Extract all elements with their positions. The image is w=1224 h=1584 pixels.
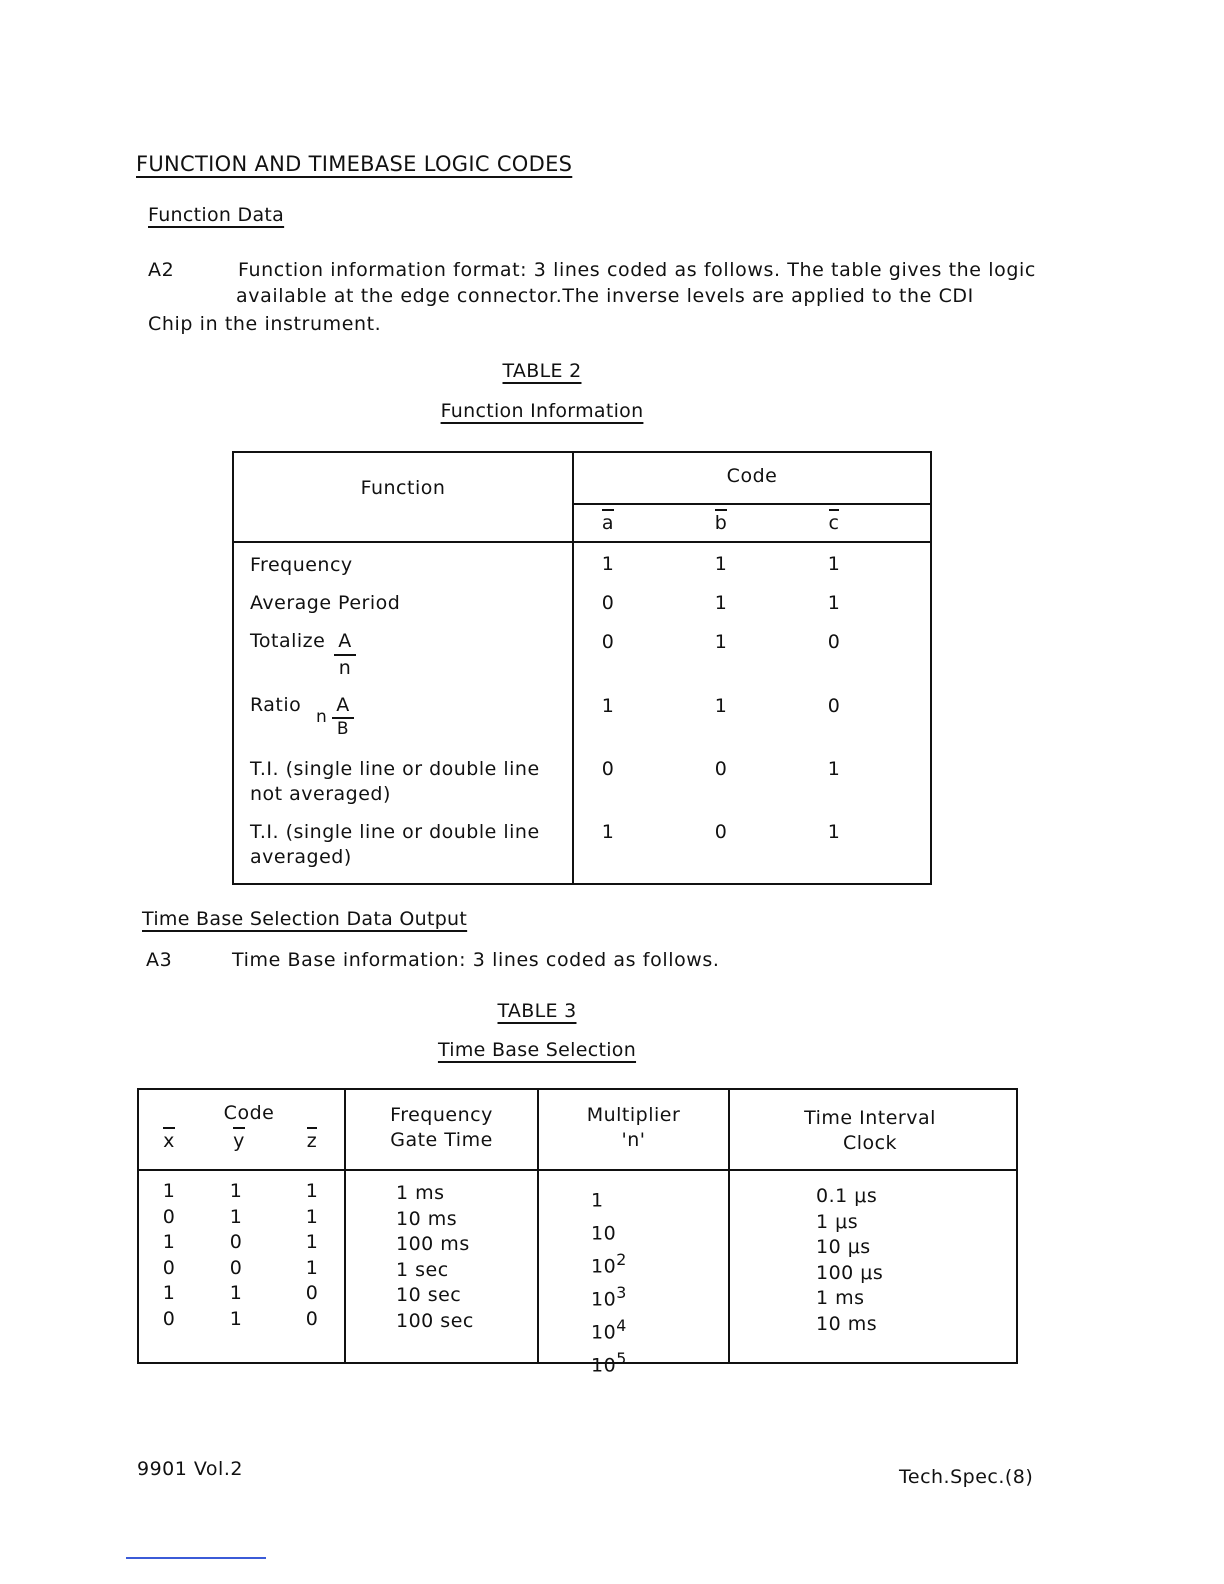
table3-cell: 1 <box>229 1282 243 1305</box>
table3-cell: 1 <box>229 1205 243 1228</box>
table2-header-function: Function <box>360 477 446 499</box>
table2-cell: 0 <box>714 821 728 843</box>
table3-cell: 1 ms <box>396 1182 445 1204</box>
table3-col-z: z <box>297 1127 327 1154</box>
table2-col-c: c <box>814 509 854 534</box>
table2-col-b: b <box>701 509 741 534</box>
table2-header-rule <box>234 541 930 543</box>
scan-mark-line <box>126 1557 266 1559</box>
table3-cell: 100 sec <box>396 1309 474 1332</box>
table2-cell: 1 <box>714 592 728 614</box>
table3-cell: 10 <box>591 1222 617 1245</box>
table3-header-clock-line2: Clock <box>842 1132 898 1154</box>
totalize-fraction-numerator: A <box>334 629 356 656</box>
table2-header-code: Code <box>726 465 778 487</box>
table3-header-code: Code <box>223 1102 275 1124</box>
function-paragraph-line-1: Function information format: 3 lines coded as follows. The table gives the logic <box>238 259 1036 281</box>
page-title: FUNCTION AND TIMEBASE LOGIC CODES <box>136 152 573 176</box>
table2-row-totalize: Totalize <box>250 630 326 652</box>
table3-cell: 1 <box>162 1231 176 1254</box>
table2-cell: 1 <box>714 553 728 575</box>
table3-clock-column <box>816 1184 883 1338</box>
function-data-subheading: Function Data <box>148 204 285 226</box>
table3-number: TABLE 3 <box>497 1000 577 1022</box>
table2-row-ti-not-averaged-line1: T.I. (single line or double line <box>250 758 540 780</box>
table3-y-column <box>221 1179 251 1333</box>
table3-x-column <box>154 1179 184 1333</box>
table2-cell: 0 <box>601 631 615 653</box>
table2-cell: 1 <box>827 553 841 575</box>
table3-cell: 1 ms <box>816 1287 865 1310</box>
table3-cell: 0 <box>305 1307 319 1330</box>
table2-row-ti-averaged-line2: averaged) <box>250 846 352 868</box>
table3-cell: 1 <box>591 1189 604 1212</box>
table3-cell: 1 <box>305 1256 319 1279</box>
function-information-table <box>232 451 932 885</box>
table3-cell: $10^4$ <box>591 1315 627 1344</box>
table2-cell: 1 <box>827 821 841 843</box>
table2-cell: 0 <box>601 592 615 614</box>
table3-col-y: y <box>224 1127 254 1154</box>
table3-cell: 1 <box>305 1231 319 1254</box>
table2-cell: 0 <box>827 631 841 653</box>
table3-cell: 1 <box>229 1180 243 1202</box>
table3-cell: 1 <box>305 1205 319 1228</box>
paragraph-label-a2: A2 <box>148 259 175 281</box>
table2-row-ti-not-averaged-line2: not averaged) <box>250 783 391 805</box>
table2-cell: 0 <box>601 758 615 780</box>
table3-cell: 1 <box>162 1282 176 1305</box>
table2-row-ratio: Ratio <box>250 694 302 716</box>
table3-caption: Time Base Selection <box>437 1039 637 1061</box>
ratio-fraction-numerator: A <box>332 693 354 719</box>
table3-cell: $10^5$ <box>591 1348 627 1376</box>
table2-row-average-period: Average Period <box>250 592 401 614</box>
table3-cell: 10 sec <box>396 1284 462 1307</box>
table3-cell: 1 sec <box>396 1258 449 1281</box>
time-base-selection-table <box>137 1088 1018 1376</box>
table3-header-gate-time-line2: Gate Time <box>390 1129 493 1151</box>
table3-cell: 10 ms <box>396 1207 458 1230</box>
table3-header-rule <box>139 1169 1016 1171</box>
paragraph-label-a3: A3 <box>146 949 173 971</box>
table3-cell: 1 μs <box>816 1210 859 1233</box>
table3-cell: $10^2$ <box>591 1249 627 1278</box>
table3-cell: 1 <box>229 1307 243 1330</box>
time-base-paragraph: Time Base information: 3 lines coded as follows. <box>232 949 720 971</box>
ratio-fraction-denominator: B <box>336 719 350 739</box>
footer-volume: 9901 Vol.2 <box>137 1458 243 1480</box>
totalize-fraction-denominator: n <box>338 657 352 679</box>
table2-row-ti-averaged-line1: T.I. (single line or double line <box>250 821 540 843</box>
table2-cell: 1 <box>827 592 841 614</box>
table3-cell: 0 <box>229 1231 243 1254</box>
table2-code-rule <box>572 503 930 505</box>
table3-z-column <box>297 1179 327 1333</box>
table3-header-clock-line1: Time Interval <box>804 1107 936 1129</box>
time-base-subheading: Time Base Selection Data Output <box>142 908 468 930</box>
table2-caption: Function Information <box>440 400 644 422</box>
footer-page-ref: Tech.Spec.(8) <box>899 1466 1034 1488</box>
table3-cell: 100 ms <box>396 1233 470 1256</box>
table3-cell: 0.1 μs <box>816 1185 878 1207</box>
table3-header-multiplier-line2: 'n' <box>621 1129 646 1151</box>
table3-cell: 10 ms <box>816 1312 878 1335</box>
table2-col-a: a <box>588 509 628 534</box>
table3-header-gate-time-line1: Frequency <box>390 1104 493 1126</box>
table2-cell: 1 <box>714 695 728 717</box>
ratio-prefix-n: n <box>316 707 328 727</box>
table2-cell: 1 <box>601 821 615 843</box>
table2-row-frequency: Frequency <box>250 554 353 576</box>
table3-header-multiplier-line1: Multiplier <box>586 1104 681 1126</box>
table3-cell: 0 <box>162 1307 176 1330</box>
function-paragraph-line-2: available at the edge connector.The inverse levels are applied to the CDI <box>236 285 974 307</box>
table3-col-x: x <box>154 1127 184 1154</box>
table2-cell: 0 <box>827 695 841 717</box>
table3-multiplier-column <box>591 1181 627 1379</box>
table3-cell: $10^3$ <box>591 1282 627 1311</box>
table3-cell: 1 <box>162 1180 176 1202</box>
table3-cell: 1 <box>305 1180 319 1202</box>
table2-divider <box>572 453 574 883</box>
table3-cell: 0 <box>229 1256 243 1279</box>
table2-cell: 1 <box>601 553 615 575</box>
table2-cell: 1 <box>827 758 841 780</box>
table3-cell: 100 μs <box>816 1261 884 1284</box>
table2-number: TABLE 2 <box>502 360 582 382</box>
table2-cell: 1 <box>714 631 728 653</box>
table2-cell: 1 <box>601 695 615 717</box>
table3-cell: 0 <box>162 1205 176 1228</box>
table3-cell: 10 μs <box>816 1236 871 1259</box>
table3-cell: 0 <box>162 1256 176 1279</box>
table3-cell: 0 <box>305 1282 319 1305</box>
table2-cell: 0 <box>714 758 728 780</box>
function-paragraph-line-3: Chip in the instrument. <box>148 313 382 335</box>
table3-gate-time-column <box>396 1181 474 1335</box>
